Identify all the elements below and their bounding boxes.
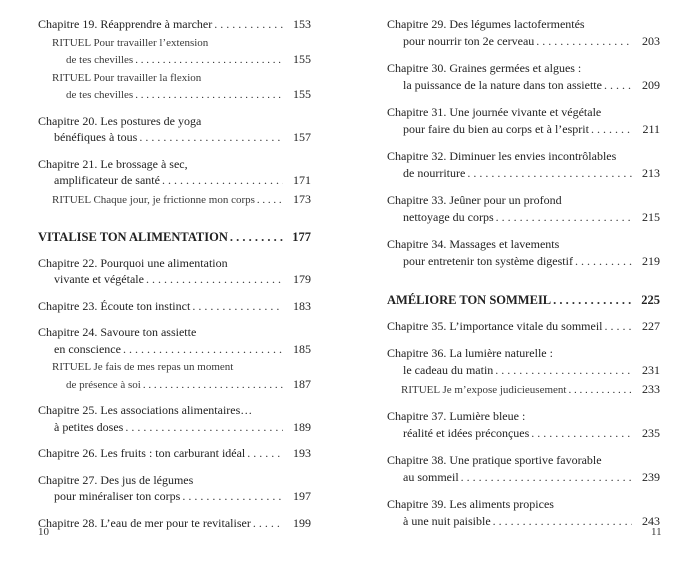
toc-line xyxy=(38,70,311,87)
toc-entry-title: Chapitre 19. Réapprendre à marcher xyxy=(38,17,213,31)
toc-page-number: 185 xyxy=(293,341,311,356)
toc-entry-title: Chapitre 27. Des jus de légumes xyxy=(38,472,194,487)
toc-entry-title: Chapitre 28. L’eau de mer pour te revitaliser xyxy=(38,515,251,530)
toc-entry-title: pour minéraliser ton corps xyxy=(54,489,181,503)
toc-rituel-entry[interactable] xyxy=(387,381,660,398)
toc-section-entry[interactable] xyxy=(387,292,660,309)
toc-section-entry[interactable] xyxy=(38,229,311,246)
dot-leader xyxy=(536,33,632,50)
toc-line xyxy=(38,324,311,341)
toc-entry-title: nettoyage du corps xyxy=(403,210,494,224)
toc-entry-title: de tes chevilles xyxy=(66,89,134,101)
toc-entry-title: Chapitre 37. Lumière bleue : xyxy=(387,409,526,423)
toc-line xyxy=(38,156,311,173)
toc-line xyxy=(38,113,311,130)
toc-chapter-entry[interactable] xyxy=(387,345,660,379)
toc-entry-title: la puissance de la nature dans ton assiette xyxy=(403,78,602,92)
toc-entry-title: pour faire du bien au corps et à l’esprit xyxy=(403,122,589,136)
toc-line xyxy=(38,129,311,146)
toc-line xyxy=(38,35,311,52)
dot-leader xyxy=(604,77,632,94)
toc-line xyxy=(387,452,660,469)
toc-chapter-entry[interactable] xyxy=(38,472,311,505)
dot-leader xyxy=(553,292,632,309)
toc-line xyxy=(387,425,660,442)
toc-chapter-entry[interactable] xyxy=(38,402,311,435)
toc-page-number: 233 xyxy=(642,382,660,396)
toc-page-number: 197 xyxy=(293,489,311,503)
dot-leader xyxy=(247,445,283,462)
toc-line xyxy=(38,488,311,505)
toc-chapter-entry[interactable] xyxy=(38,255,311,288)
toc-page-number: 199 xyxy=(293,515,311,530)
toc-entry-title: en conscience xyxy=(54,341,121,356)
toc-line xyxy=(38,298,311,315)
toc-line xyxy=(387,496,660,513)
toc-chapter-entry[interactable] xyxy=(38,156,311,189)
toc-entry-title: RITUEL Pour travailler l’extension xyxy=(52,36,209,49)
toc-line xyxy=(38,359,311,376)
toc-chapter-entry[interactable] xyxy=(387,452,660,486)
toc-line xyxy=(387,104,660,121)
dot-leader xyxy=(605,318,632,335)
toc-line xyxy=(387,16,660,33)
toc-page-number: 203 xyxy=(642,34,660,48)
toc-chapter-entry[interactable] xyxy=(387,148,660,182)
toc-entry-title: Chapitre 33. Jeûner pour un profond xyxy=(387,193,562,207)
toc-chapter-entry[interactable] xyxy=(387,408,660,442)
toc-rituel-entry[interactable] xyxy=(38,70,311,103)
toc-page-number: 239 xyxy=(642,470,660,484)
toc-line xyxy=(387,253,660,270)
toc-rituel-entry[interactable] xyxy=(38,359,311,392)
dot-leader xyxy=(123,341,283,358)
toc-chapter-entry[interactable] xyxy=(387,318,660,335)
toc-rituel-entry[interactable] xyxy=(38,191,311,208)
toc-page-number: 153 xyxy=(293,17,311,31)
dot-leader xyxy=(162,172,283,189)
toc-entry-title: amplificateur de santé xyxy=(54,173,160,187)
toc-entry-title: Chapitre 23. Écoute ton instinct xyxy=(38,298,191,313)
toc-page-number: 235 xyxy=(642,426,660,440)
toc-page-number: 177 xyxy=(292,230,311,244)
toc-entry-title: au sommeil xyxy=(403,470,459,484)
toc-page-number: 215 xyxy=(642,210,660,224)
toc-line xyxy=(387,33,660,50)
dot-leader xyxy=(253,515,283,532)
toc-entry-title: Chapitre 35. L’importance vitale du sommeil xyxy=(387,319,603,333)
dot-leader xyxy=(495,362,632,379)
toc-entry-title: réalité et idées préconçues xyxy=(403,426,530,440)
toc-entry-title: Chapitre 24. Savoure ton assiette xyxy=(38,325,197,339)
toc-line xyxy=(387,60,660,77)
dot-leader xyxy=(568,382,632,399)
toc-entry-title: Chapitre 26. Les fruits : ton carburant idéal xyxy=(38,446,246,460)
toc-chapter-entry[interactable] xyxy=(387,60,660,94)
toc-entry-title: Chapitre 36. La lumière naturelle : xyxy=(387,346,553,360)
toc-page-number: 219 xyxy=(642,254,660,268)
toc-line xyxy=(38,191,311,208)
dot-leader xyxy=(192,298,283,315)
toc-entry-title: Chapitre 38. Une pratique sportive favorable xyxy=(387,453,602,467)
toc-entry-title: vivante et végétale xyxy=(54,272,144,286)
toc-line xyxy=(38,515,311,532)
toc-entry-title: RITUEL Je m’expose judicieusement xyxy=(401,384,567,396)
toc-entry-title: Chapitre 20. Les postures de yoga xyxy=(38,113,202,128)
toc-entry-title: à petites doses xyxy=(54,419,124,434)
toc-page-number: 179 xyxy=(293,272,311,286)
toc-page-number: 173 xyxy=(293,191,311,206)
toc-line xyxy=(38,472,311,489)
toc-line xyxy=(38,229,311,246)
dot-leader xyxy=(257,192,283,209)
dot-leader xyxy=(461,469,632,486)
toc-entry-title: bénéfiques à tous xyxy=(54,130,138,144)
toc-rituel-entry[interactable] xyxy=(38,35,311,68)
toc-entry-title: Chapitre 39. Les aliments propices xyxy=(387,497,554,511)
toc-page-number: 211 xyxy=(642,122,660,136)
page-number-left: 10 xyxy=(38,526,49,538)
toc-line xyxy=(387,292,660,309)
toc-entry-title: Chapitre 29. Des légumes lactofermentés xyxy=(387,17,585,31)
toc-entry-title: le cadeau du matin xyxy=(403,363,494,377)
dot-leader xyxy=(531,425,632,442)
toc-page-right xyxy=(387,16,660,540)
dot-leader xyxy=(591,121,632,138)
toc-entry-title: de nourriture xyxy=(403,166,466,180)
toc-entry-title: Chapitre 32. Diminuer les envies incontrôlables xyxy=(387,149,617,163)
dot-leader xyxy=(214,16,283,33)
dot-leader xyxy=(135,87,283,104)
toc-page-number: 183 xyxy=(293,298,311,313)
dot-leader xyxy=(493,513,632,530)
toc-line xyxy=(38,341,311,358)
toc-page-number: 227 xyxy=(642,319,660,333)
toc-entry-title: Chapitre 34. Massages et lavements xyxy=(387,237,560,251)
toc-page-number: 157 xyxy=(293,130,311,144)
toc-chapter-entry[interactable] xyxy=(387,236,660,270)
toc-line xyxy=(38,172,311,189)
toc-chapter-entry[interactable] xyxy=(387,192,660,226)
toc-line xyxy=(387,165,660,182)
dot-leader xyxy=(467,165,632,182)
toc-line xyxy=(38,16,311,33)
toc-entry-title: Chapitre 21. Le brossage à sec, xyxy=(38,156,188,171)
toc-page-number: 243 xyxy=(642,514,660,528)
toc-entry-title: Chapitre 22. Pourquoi une alimentation xyxy=(38,255,228,270)
toc-line xyxy=(387,381,660,398)
toc-line xyxy=(38,376,311,393)
dot-leader xyxy=(135,52,283,69)
toc-line xyxy=(38,271,311,288)
toc-page-number: 155 xyxy=(293,87,311,101)
toc-chapter-entry[interactable] xyxy=(38,515,311,532)
toc-entry-title: RITUEL Chaque jour, je frictionne mon corps xyxy=(52,193,255,206)
toc-page-number: 187 xyxy=(293,376,311,391)
toc-page-number: 193 xyxy=(293,446,311,460)
dot-leader xyxy=(496,209,632,226)
toc-line xyxy=(387,236,660,253)
dot-leader xyxy=(230,229,283,246)
toc-entry-title: de présence à soi xyxy=(66,378,141,391)
toc-page-number: 155 xyxy=(293,52,311,66)
toc-page-number: 213 xyxy=(642,166,660,180)
page-number-right: 11 xyxy=(651,526,662,538)
toc-entry-title: RITUEL Je fais de mes repas un moment xyxy=(52,361,234,373)
dot-leader xyxy=(182,488,283,505)
toc-line xyxy=(38,419,311,436)
dot-leader xyxy=(575,253,632,270)
dot-leader xyxy=(146,271,283,288)
toc-page-number: 231 xyxy=(642,363,660,377)
toc-line xyxy=(387,148,660,165)
toc-line xyxy=(387,209,660,226)
toc-entry-title: Chapitre 30. Graines germées et algues : xyxy=(387,61,582,75)
dot-leader xyxy=(139,129,283,146)
dot-leader xyxy=(143,377,283,394)
toc-page-number: 189 xyxy=(293,419,311,434)
toc-entry-title: Chapitre 25. Les associations alimentaires… xyxy=(38,403,253,417)
toc-entry-title: AMÉLIORE TON SOMMEIL xyxy=(387,293,552,307)
toc-chapter-entry[interactable] xyxy=(38,298,311,315)
toc-line xyxy=(38,51,311,68)
toc-line xyxy=(387,469,660,486)
toc-entry-title: VITALISE TON ALIMENTATION xyxy=(38,230,228,244)
toc-chapter-entry[interactable] xyxy=(38,324,311,357)
toc-entry-title: à une nuit paisible xyxy=(403,514,491,528)
toc-line xyxy=(387,318,660,335)
toc-entry-title: pour nourrir ton 2e cerveau xyxy=(403,34,535,48)
toc-chapter-entry[interactable] xyxy=(387,496,660,530)
toc-page-number: 209 xyxy=(642,78,660,92)
toc-page-number: 171 xyxy=(293,173,311,187)
dot-leader xyxy=(125,419,283,436)
toc-chapter-entry[interactable] xyxy=(387,16,660,50)
toc-chapter-entry[interactable] xyxy=(387,104,660,138)
toc-line xyxy=(387,513,660,530)
toc-entry-title: pour entretenir ton système digestif xyxy=(403,254,573,268)
toc-chapter-entry[interactable] xyxy=(38,445,311,462)
toc-entry-title: de tes chevilles xyxy=(66,54,134,66)
toc-line xyxy=(387,362,660,379)
toc-line xyxy=(38,445,311,462)
toc-line xyxy=(38,402,311,419)
toc-line xyxy=(387,121,660,138)
toc-entry-title: RITUEL Pour travailler la flexion xyxy=(52,71,202,84)
toc-line xyxy=(38,86,311,103)
toc-chapter-entry[interactable] xyxy=(38,113,311,146)
toc-page-number: 225 xyxy=(641,293,660,307)
toc-line xyxy=(387,408,660,425)
toc-line xyxy=(38,255,311,272)
toc-chapter-entry[interactable] xyxy=(38,16,311,33)
toc-line xyxy=(387,345,660,362)
toc-line xyxy=(387,192,660,209)
toc-entry-title: Chapitre 31. Une journée vivante et végétale xyxy=(387,105,602,119)
toc-page-left xyxy=(38,16,311,541)
toc-line xyxy=(387,77,660,94)
